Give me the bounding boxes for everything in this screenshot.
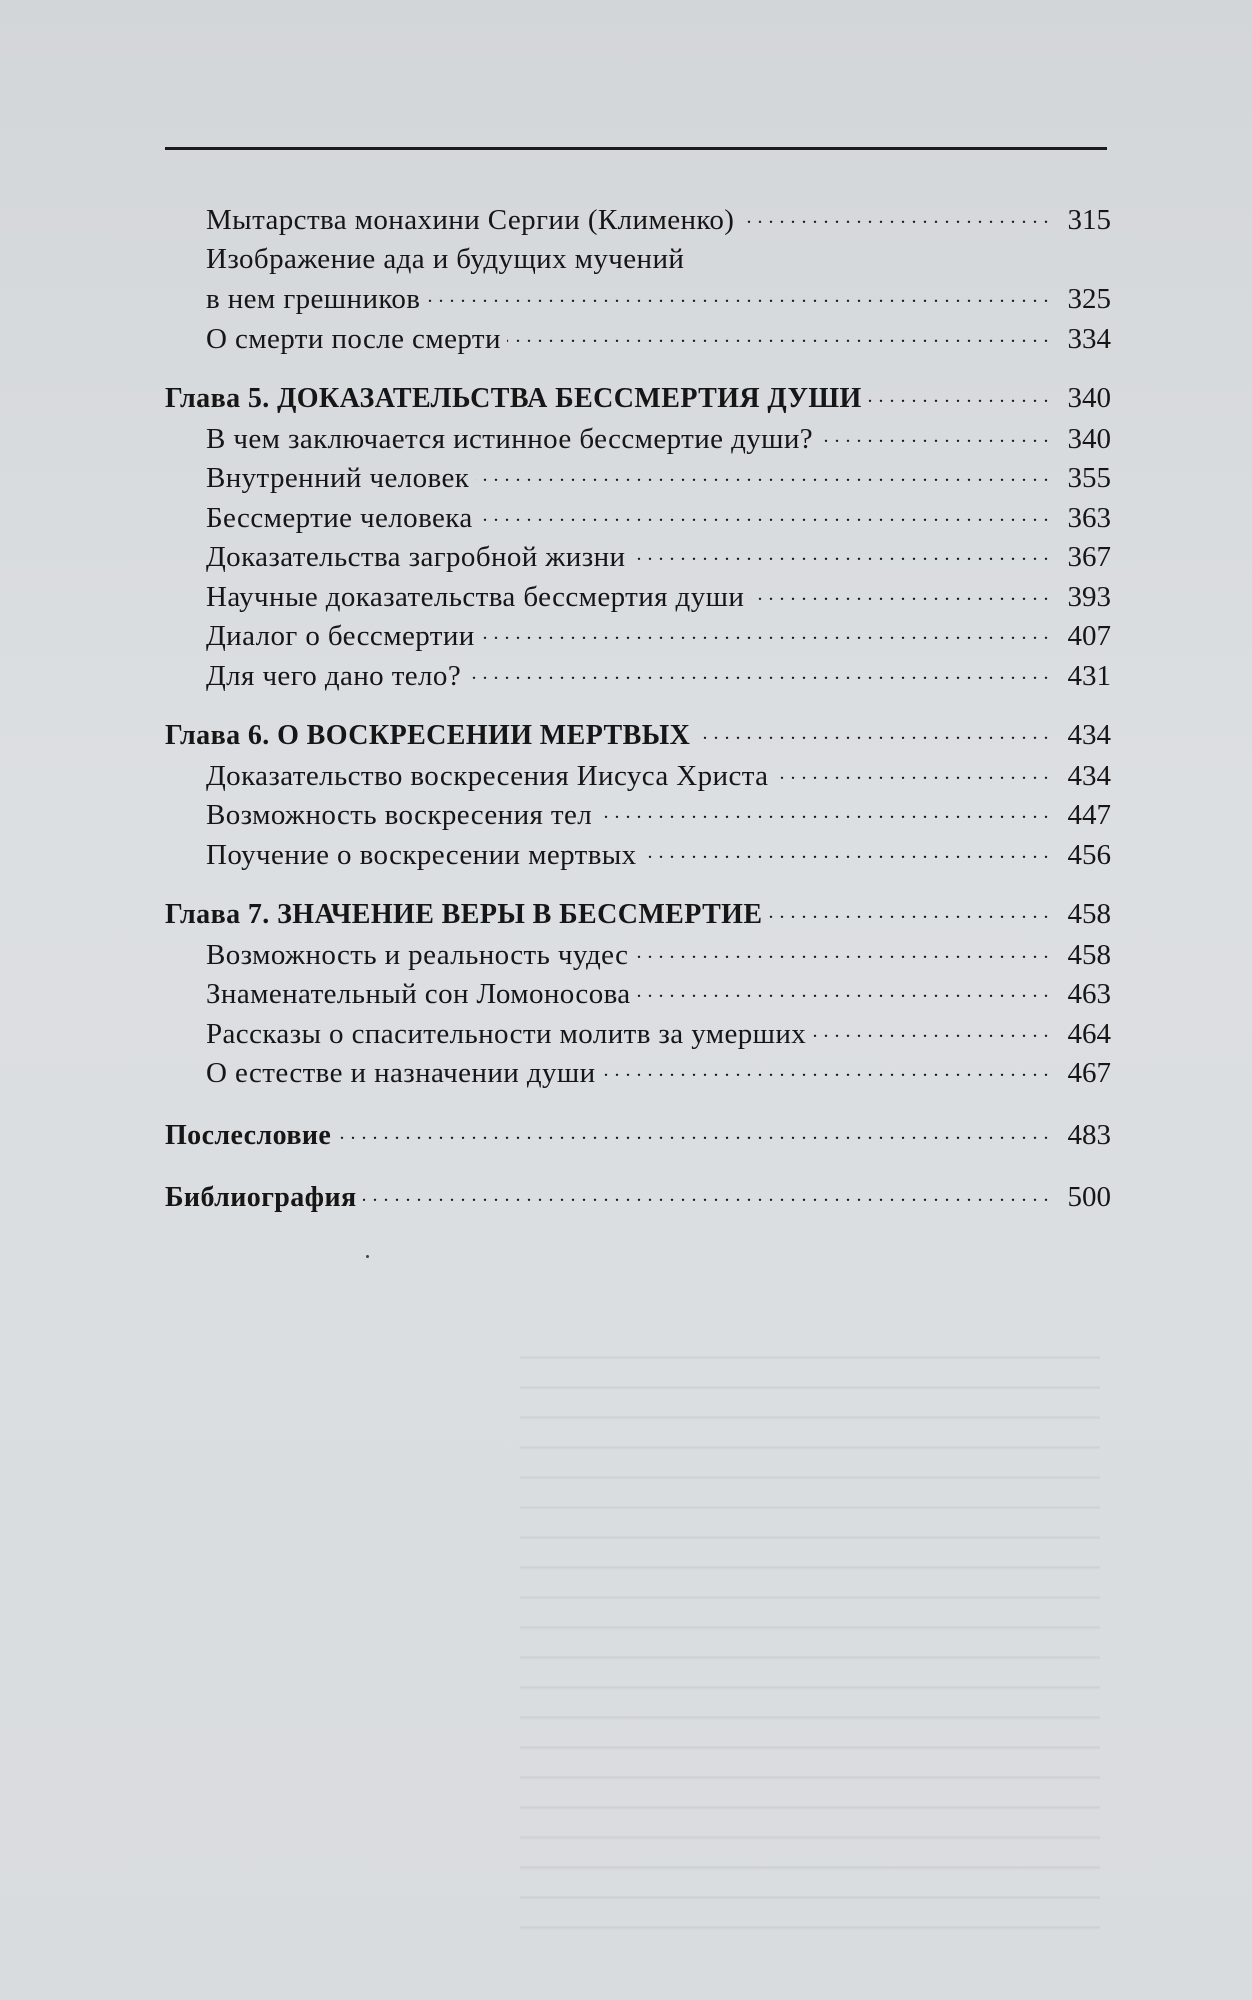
- toc-entry-title: Для чего дано тело?: [206, 659, 462, 692]
- paper-speck: [366, 1255, 369, 1258]
- leader-dots: [475, 458, 1049, 487]
- toc-entry-page: 500: [1067, 1181, 1111, 1213]
- leader-dots: [337, 1116, 1049, 1144]
- toc-entry: [165, 935, 1111, 975]
- toc-entry-title: в нем грешников: [206, 283, 421, 315]
- leader-dots: [643, 835, 1049, 864]
- toc-entry-title: О естестве и назначении души: [206, 1057, 596, 1089]
- toc-entry-page: 456: [1067, 838, 1111, 871]
- toc-entry: [165, 419, 1111, 459]
- leader-dots: [481, 616, 1049, 645]
- toc-entry-title: Поучение о воскресении мертвых: [206, 838, 637, 871]
- toc-entry-page: 325: [1067, 283, 1111, 315]
- toc-entry-title: О смерти после смерти: [206, 322, 501, 355]
- bleed-through-text: [520, 1330, 1100, 1930]
- toc-entry-page: 458: [1067, 938, 1111, 971]
- leader-dots: [602, 1053, 1049, 1082]
- toc-chapter-5: [165, 379, 1111, 419]
- toc-entry: [165, 1053, 1111, 1093]
- toc-entry-page: 467: [1067, 1057, 1111, 1089]
- toc-entry: [165, 458, 1111, 498]
- toc-entry-title: Рассказы о спасительности молитв за умерших: [206, 1017, 807, 1050]
- toc-entry: [165, 279, 1111, 319]
- toc-entry-title: Возможность и реальность чудес: [206, 938, 629, 971]
- toc-entry-title: Доказательство воскресения Иисуса Христа: [206, 759, 769, 792]
- toc-entry-title: Послесловие: [165, 1119, 332, 1151]
- leader-dots: [696, 716, 1049, 744]
- toc-entry: [165, 616, 1111, 656]
- toc-entry-title: Возможность воскресения тел: [206, 799, 593, 831]
- toc-entry-title: Бессмертие человека: [206, 501, 473, 534]
- leader-dots: [819, 419, 1049, 448]
- toc-entry-page: 340: [1067, 382, 1111, 414]
- toc-entry: [165, 240, 1111, 280]
- toc-entry-title: Изображение ада и будущих мучений: [206, 242, 685, 275]
- table-of-contents: [165, 200, 1111, 1218]
- toc-entry: [165, 537, 1111, 577]
- toc-entry-page: 447: [1067, 799, 1111, 831]
- leader-dots: [740, 200, 1049, 229]
- leader-dots: [598, 795, 1049, 824]
- toc-afterword: [165, 1116, 1111, 1156]
- toc-entry-title: Мытарства монахини Сергии (Клименко): [206, 204, 735, 236]
- toc-entry-page: 434: [1067, 759, 1111, 792]
- toc-entry-page: 367: [1067, 541, 1111, 573]
- toc-entry: [165, 756, 1111, 796]
- leader-dots: [868, 379, 1049, 407]
- toc-entry: [165, 498, 1111, 538]
- leader-dots: [479, 498, 1049, 527]
- leader-dots: [426, 279, 1049, 308]
- toc-entry-page: 355: [1067, 462, 1111, 494]
- leader-dots: [774, 756, 1049, 785]
- toc-entry-title: В чем заключается истинное бессмертие души?: [206, 422, 814, 455]
- leader-dots: [634, 935, 1049, 964]
- leader-dots: [507, 319, 1049, 348]
- toc-entry-page: 315: [1067, 204, 1111, 236]
- toc-entry-title: Научные доказательства бессмертия души: [206, 580, 745, 613]
- leader-dots: [631, 537, 1049, 566]
- toc-entry-page: 363: [1067, 501, 1111, 534]
- toc-chapter-6: [165, 716, 1111, 756]
- toc-entry-page: 334: [1067, 322, 1111, 355]
- leader-dots: [750, 577, 1049, 606]
- toc-entry-page: 463: [1067, 978, 1111, 1010]
- toc-entry-page: 464: [1067, 1017, 1111, 1050]
- toc-entry: [165, 974, 1111, 1014]
- toc-bibliography: [165, 1178, 1111, 1218]
- toc-entry-title: Библиография: [165, 1182, 357, 1213]
- toc-entry: [165, 200, 1111, 240]
- toc-entry-page: 483: [1067, 1118, 1111, 1151]
- toc-entry-page: 393: [1067, 580, 1111, 613]
- toc-entry-title: Знаменательный сон Ломоносова: [206, 978, 631, 1010]
- toc-entry-page: 431: [1067, 659, 1111, 692]
- toc-entry-page: 458: [1067, 898, 1111, 930]
- toc-chapter-title: Глава 7. ЗНАЧЕНИЕ ВЕРЫ В БЕССМЕРТИЕ: [165, 899, 763, 930]
- toc-chapter-7: [165, 895, 1111, 935]
- leader-dots: [637, 974, 1049, 1003]
- toc-entry-title: Диалог о бессмертии: [206, 620, 475, 652]
- toc-entry-title: Доказательства загробной жизни: [206, 541, 626, 573]
- toc-entry: [165, 577, 1111, 617]
- toc-entry: [165, 835, 1111, 875]
- toc-entry: [165, 1014, 1111, 1054]
- toc-entry-page: 340: [1067, 422, 1111, 455]
- toc-chapter-title: Глава 6. О ВОСКРЕСЕНИИ МЕРТВЫХ: [165, 720, 691, 751]
- toc-entry: [165, 795, 1111, 835]
- toc-entry: [165, 656, 1111, 696]
- toc-entry: [165, 319, 1111, 359]
- leader-dots: [467, 656, 1049, 685]
- leader-dots: [768, 895, 1049, 923]
- toc-entry-page: 407: [1067, 620, 1111, 652]
- toc-chapter-title: Глава 5. ДОКАЗАТЕЛЬСТВА БЕССМЕРТИЯ ДУШИ: [165, 383, 862, 414]
- leader-dots: [812, 1014, 1049, 1043]
- header-rule: [165, 147, 1107, 150]
- leader-dots: [363, 1178, 1049, 1206]
- toc-entry-title: Внутренний человек: [206, 462, 470, 494]
- toc-entry-page: 434: [1067, 719, 1111, 751]
